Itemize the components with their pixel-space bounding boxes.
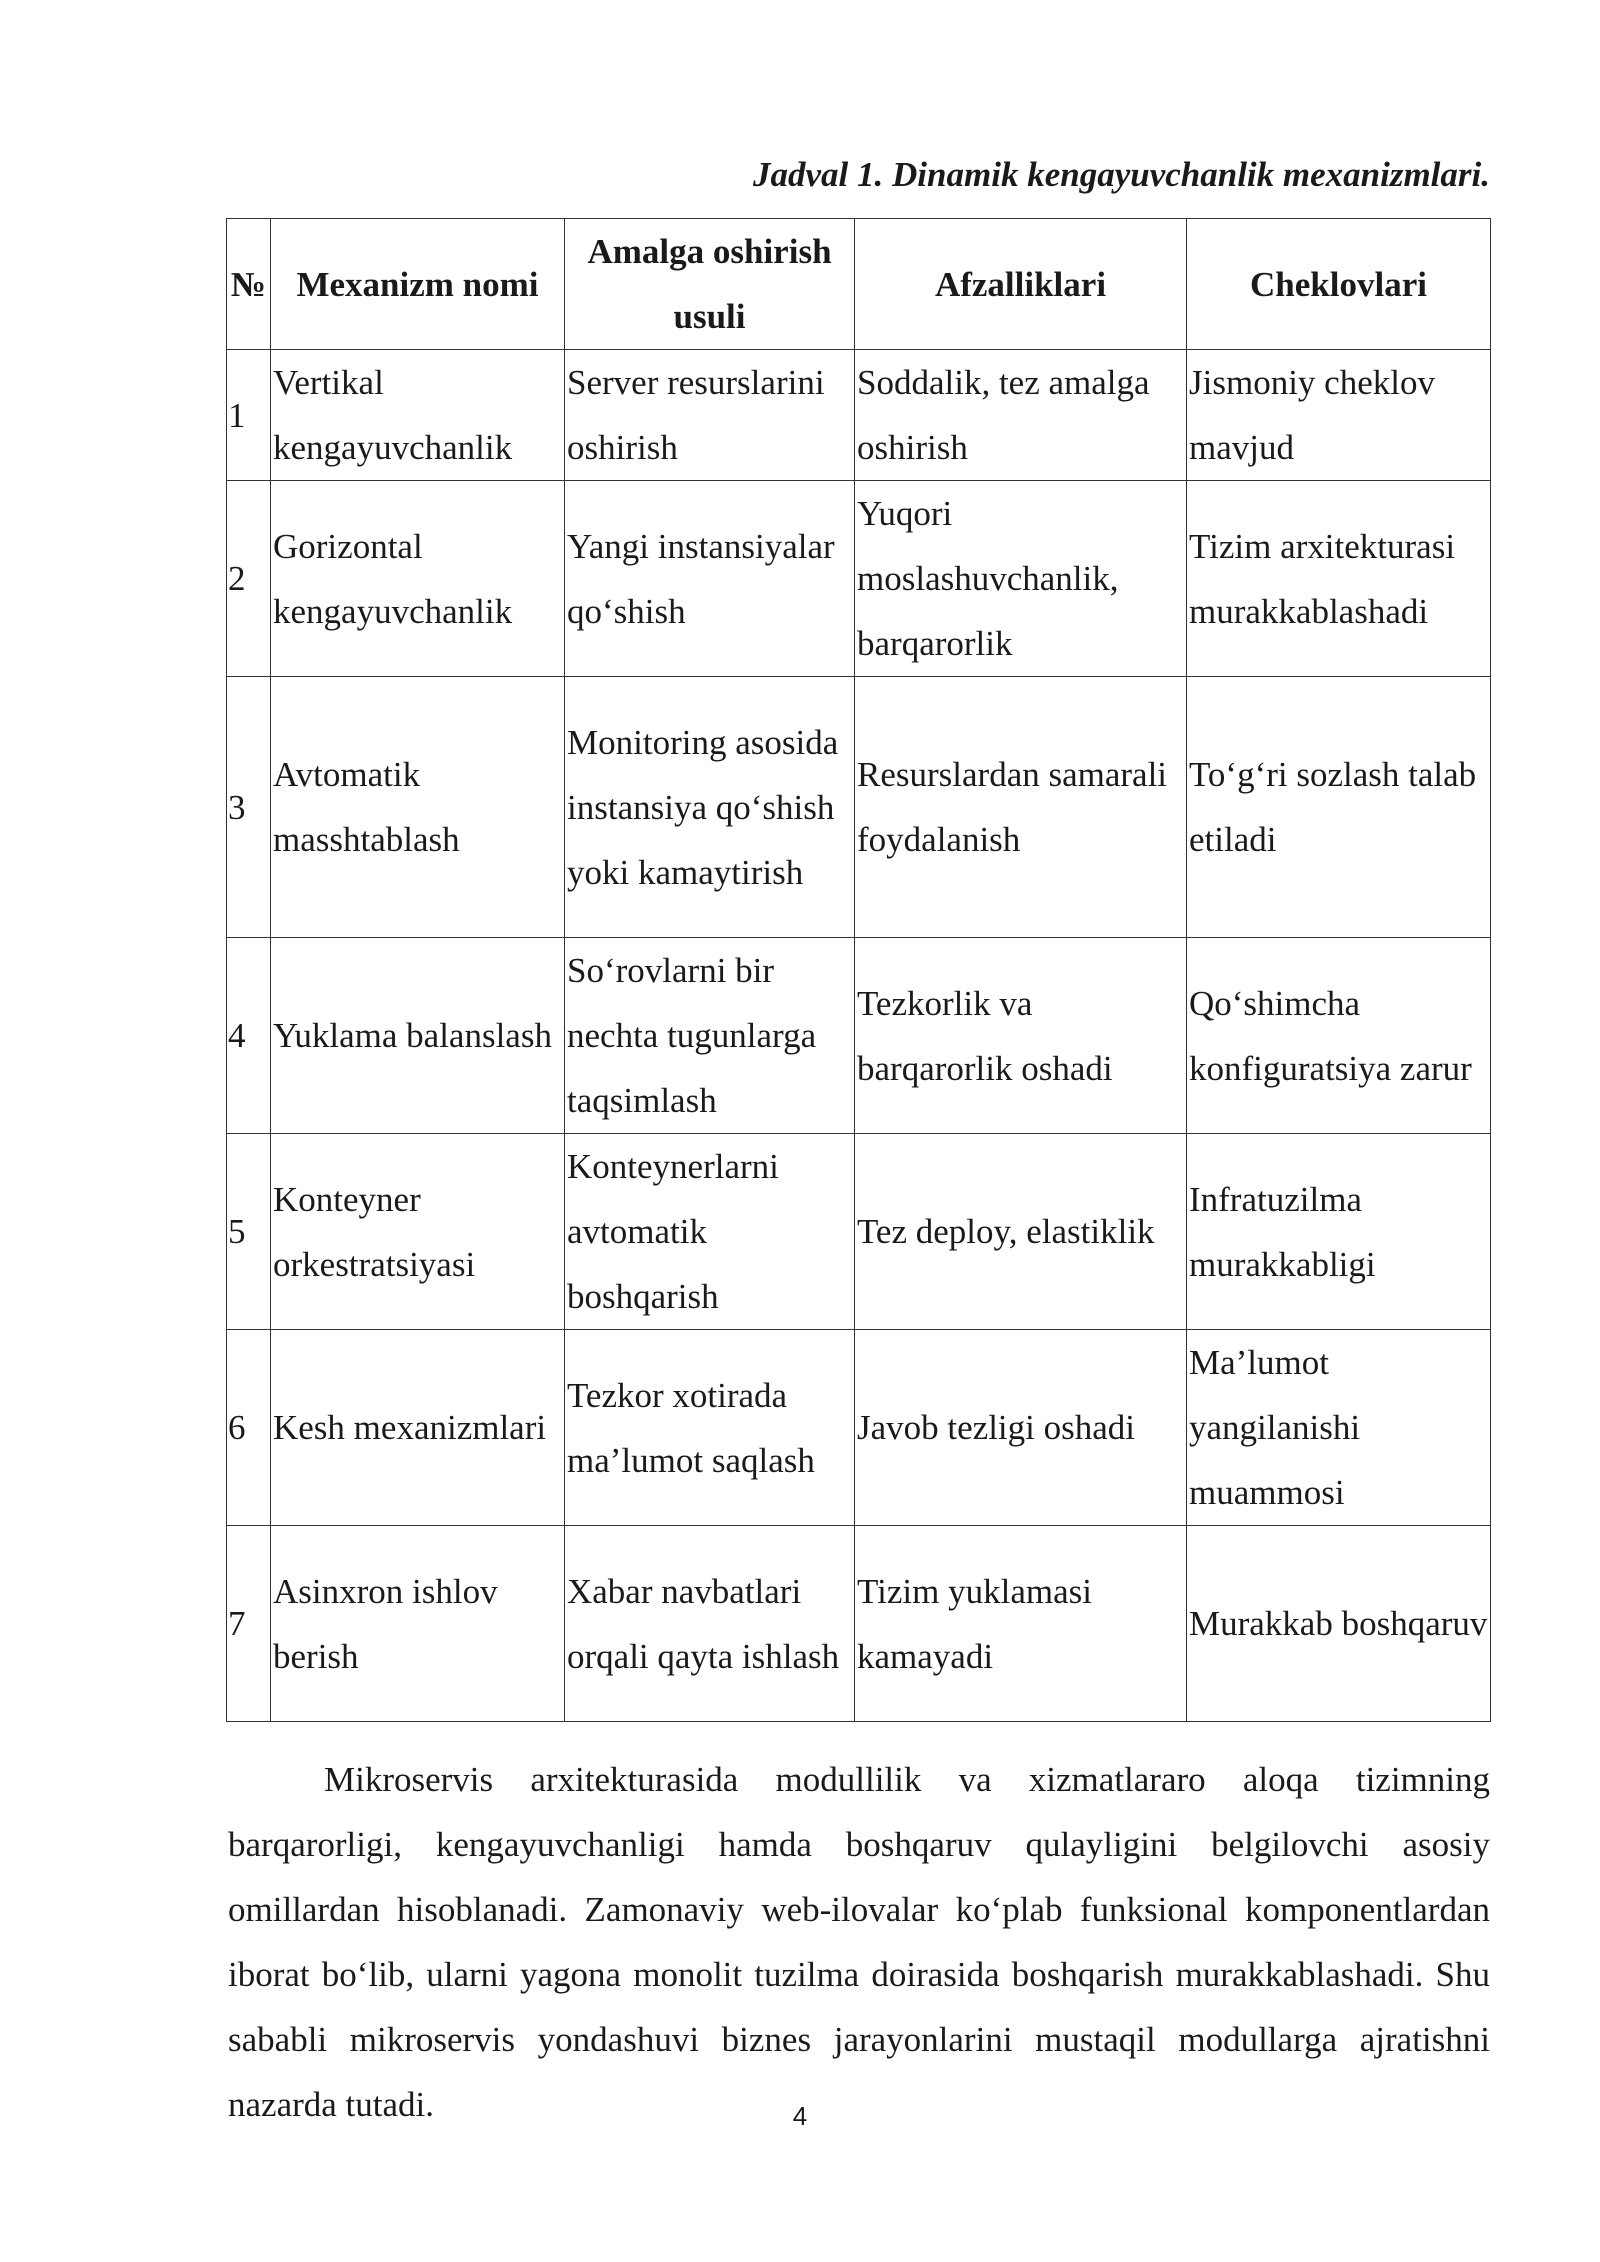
mechanism-name: Yuklama balanslash [271, 938, 565, 1134]
limitations: Infratuzilma murakkabligi [1187, 1134, 1491, 1330]
advantages: Resurslardan samarali foydalanish [855, 677, 1187, 938]
row-number: 1 [227, 350, 271, 481]
advantages: Yuqori moslashuvchanlik, barqarorlik [855, 481, 1187, 677]
mechanism-name: Asinxron ishlov berish [271, 1526, 565, 1722]
row-number: 4 [227, 938, 271, 1134]
row-number: 6 [227, 1330, 271, 1526]
table-row [227, 1526, 1491, 1722]
limitations: To‘g‘ri sozlash talab etiladi [1187, 677, 1491, 938]
header-implementation-method: Amalga oshirish usuli [565, 219, 855, 350]
table-row [227, 481, 1491, 677]
limitations: Jismoniy cheklov mavjud [1187, 350, 1491, 481]
page-number: 4 [792, 2101, 808, 2131]
table-row [227, 677, 1491, 938]
limitations: Tizim arxitekturasi murakkablashadi [1187, 481, 1491, 677]
advantages: Tez deploy, elastiklik [855, 1134, 1187, 1330]
table-caption: Jadval 1. Dinamik kengayuvchanlik mexanizmlari. [753, 155, 1490, 194]
table-row [227, 1134, 1491, 1330]
mechanism-name: Konteyner orkestratsiyasi [271, 1134, 565, 1330]
header-limitations: Cheklovlari [1187, 219, 1491, 350]
limitations: Qo‘shimcha konfiguratsiya zarur [1187, 938, 1491, 1134]
mechanism-name: Vertikal kengayuvchanlik [271, 350, 565, 481]
implementation-method: Server resurslarini oshirish [565, 350, 855, 481]
table-row [227, 938, 1491, 1134]
mechanism-name: Gorizontal kengayuvchanlik [271, 481, 565, 677]
row-number: 5 [227, 1134, 271, 1330]
row-number: 3 [227, 677, 271, 938]
limitations: Ma’lumot yangilanishi muammosi [1187, 1330, 1491, 1526]
row-number: 2 [227, 481, 271, 677]
header-mechanism-name: Mexanizm nomi [271, 219, 565, 350]
row-number: 7 [227, 1526, 271, 1722]
mechanism-name: Avtomatik masshtablash [271, 677, 565, 938]
advantages: Tizim yuklamasi kamayadi [855, 1526, 1187, 1722]
mechanism-name: Kesh mexanizmlari [271, 1330, 565, 1526]
advantages: Tezkorlik va barqarorlik oshadi [855, 938, 1187, 1134]
implementation-method: Konteynerlarni avtomatik boshqarish [565, 1134, 855, 1330]
implementation-method: Yangi instansiyalar qo‘shish [565, 481, 855, 677]
implementation-method: So‘rovlarni bir nechta tugunlarga taqsimlash [565, 938, 855, 1134]
header-number: № [227, 219, 271, 350]
mechanisms-table [226, 218, 1491, 1722]
table-row [227, 1330, 1491, 1526]
table-header-row [227, 219, 1491, 350]
table-row [227, 350, 1491, 481]
advantages: Soddalik, tez amalga oshirish [855, 350, 1187, 481]
implementation-method: Tezkor xotirada ma’lumot saqlash [565, 1330, 855, 1526]
header-advantages: Afzalliklari [855, 219, 1187, 350]
limitations: Murakkab boshqaruv [1187, 1526, 1491, 1722]
advantages: Javob tezligi oshadi [855, 1330, 1187, 1526]
implementation-method: Xabar navbatlari orqali qayta ishlash [565, 1526, 855, 1722]
body-paragraph: Mikroservis arxitekturasida modullilik va xizmatlararo aloqa tizimning barqarorligi, kengayuvchanligi hamda boshqaruv qulayligini belgilovchi asosiy omillardan hisoblanadi. Zamonaviy web-ilovalar ko‘plab funksional komponentlardan iborat bo‘lib, ularni yagona monolit tuzilma doirasida boshqarish murakkablashadi. Shu sababli mikroservis yondashuvi biznes jarayonlarini mustaqil modullarga ajratishni nazarda tutadi. [228, 1760, 1490, 2124]
implementation-method: Monitoring asosida instansiya qo‘shish yoki kamaytirish [565, 677, 855, 938]
